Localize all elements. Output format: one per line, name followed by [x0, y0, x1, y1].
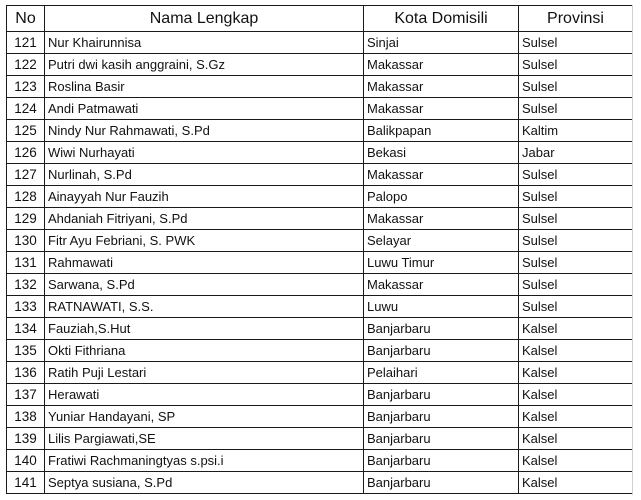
- header-provinsi[interactable]: Provinsi: [519, 6, 633, 32]
- cell-kota-domisili[interactable]: Makassar: [364, 54, 519, 76]
- cell-kota-domisili[interactable]: Luwu Timur: [364, 252, 519, 274]
- cell-no[interactable]: 121: [7, 32, 45, 54]
- table-header: [7, 6, 633, 32]
- cell-nama-lengkap[interactable]: Ainayyah Nur Fauzih: [45, 186, 364, 208]
- cell-no[interactable]: 124: [7, 98, 45, 120]
- table-row: [7, 32, 633, 54]
- participant-table: [6, 5, 633, 494]
- cell-kota-domisili[interactable]: Palopo: [364, 186, 519, 208]
- cell-provinsi[interactable]: Kalsel: [519, 428, 633, 450]
- table-row: [7, 98, 633, 120]
- cell-kota-domisili[interactable]: Banjarbaru: [364, 450, 519, 472]
- cell-provinsi[interactable]: Sulsel: [519, 252, 633, 274]
- cell-provinsi[interactable]: Sulsel: [519, 296, 633, 318]
- table-row: [7, 362, 633, 384]
- cell-provinsi[interactable]: Jabar: [519, 142, 633, 164]
- table-row: [7, 120, 633, 142]
- header-no[interactable]: No: [7, 6, 45, 32]
- cell-no[interactable]: 141: [7, 472, 45, 494]
- table-row: [7, 296, 633, 318]
- cell-no[interactable]: 123: [7, 76, 45, 98]
- cell-nama-lengkap[interactable]: Ratih Puji Lestari: [45, 362, 364, 384]
- cell-no[interactable]: 136: [7, 362, 45, 384]
- cell-provinsi[interactable]: Sulsel: [519, 76, 633, 98]
- table-row: [7, 450, 633, 472]
- table-row: [7, 274, 633, 296]
- cell-kota-domisili[interactable]: Makassar: [364, 164, 519, 186]
- cell-no[interactable]: 137: [7, 384, 45, 406]
- cell-provinsi[interactable]: Kaltim: [519, 120, 633, 142]
- cell-provinsi[interactable]: Sulsel: [519, 208, 633, 230]
- header-row: [7, 6, 633, 32]
- cell-no[interactable]: 133: [7, 296, 45, 318]
- table-row: [7, 76, 633, 98]
- cell-nama-lengkap[interactable]: Lilis Pargiawati,SE: [45, 428, 364, 450]
- cell-provinsi[interactable]: Sulsel: [519, 230, 633, 252]
- cell-nama-lengkap[interactable]: Roslina Basir: [45, 76, 364, 98]
- cell-no[interactable]: 125: [7, 120, 45, 142]
- cell-kota-domisili[interactable]: Makassar: [364, 274, 519, 296]
- cell-nama-lengkap[interactable]: Rahmawati: [45, 252, 364, 274]
- cell-nama-lengkap[interactable]: Fauziah,S.Hut: [45, 318, 364, 340]
- cell-provinsi[interactable]: Kalsel: [519, 450, 633, 472]
- cell-nama-lengkap[interactable]: Fitr Ayu Febriani, S. PWK: [45, 230, 364, 252]
- cell-no[interactable]: 122: [7, 54, 45, 76]
- cell-provinsi[interactable]: Kalsel: [519, 384, 633, 406]
- cell-no[interactable]: 138: [7, 406, 45, 428]
- cell-nama-lengkap[interactable]: Nur Khairunnisa: [45, 32, 364, 54]
- cell-no[interactable]: 130: [7, 230, 45, 252]
- table-row: [7, 384, 633, 406]
- table-row: [7, 406, 633, 428]
- cell-provinsi[interactable]: Sulsel: [519, 54, 633, 76]
- table-row: [7, 252, 633, 274]
- cell-nama-lengkap[interactable]: Nindy Nur Rahmawati, S.Pd: [45, 120, 364, 142]
- cell-kota-domisili[interactable]: Banjarbaru: [364, 472, 519, 494]
- cell-nama-lengkap[interactable]: Wiwi Nurhayati: [45, 142, 364, 164]
- cell-provinsi[interactable]: Sulsel: [519, 32, 633, 54]
- cell-provinsi[interactable]: Sulsel: [519, 98, 633, 120]
- cell-provinsi[interactable]: Kalsel: [519, 406, 633, 428]
- cell-no[interactable]: 126: [7, 142, 45, 164]
- table-row: [7, 54, 633, 76]
- cell-no[interactable]: 135: [7, 340, 45, 362]
- cell-kota-domisili[interactable]: Makassar: [364, 208, 519, 230]
- cell-provinsi[interactable]: Sulsel: [519, 186, 633, 208]
- table-row: [7, 428, 633, 450]
- cell-nama-lengkap[interactable]: Andi Patmawati: [45, 98, 364, 120]
- table-row: [7, 186, 633, 208]
- cell-kota-domisili[interactable]: Banjarbaru: [364, 406, 519, 428]
- cell-kota-domisili[interactable]: Banjarbaru: [364, 384, 519, 406]
- cell-kota-domisili[interactable]: Banjarbaru: [364, 318, 519, 340]
- table-row: [7, 318, 633, 340]
- header-nama-lengkap[interactable]: Nama Lengkap: [45, 6, 364, 32]
- table-row: [7, 164, 633, 186]
- table-row: [7, 142, 633, 164]
- cell-no[interactable]: 132: [7, 274, 45, 296]
- cell-kota-domisili[interactable]: Selayar: [364, 230, 519, 252]
- header-kota-domisili[interactable]: Kota Domisili: [364, 6, 519, 32]
- cell-no[interactable]: 140: [7, 450, 45, 472]
- sheet-right-edge: [632, 5, 641, 495]
- table-body: [7, 32, 633, 494]
- cell-nama-lengkap[interactable]: Fratiwi Rachmaningtyas s.psi.i: [45, 450, 364, 472]
- cell-kota-domisili[interactable]: Makassar: [364, 98, 519, 120]
- cell-nama-lengkap[interactable]: Okti Fithriana: [45, 340, 364, 362]
- cell-nama-lengkap[interactable]: Sarwana, S.Pd: [45, 274, 364, 296]
- cell-nama-lengkap[interactable]: Nurlinah, S.Pd: [45, 164, 364, 186]
- cell-nama-lengkap[interactable]: RATNAWATI, S.S.: [45, 296, 364, 318]
- cell-no[interactable]: 127: [7, 164, 45, 186]
- cell-provinsi[interactable]: Kalsel: [519, 472, 633, 494]
- cell-provinsi[interactable]: Kalsel: [519, 318, 633, 340]
- cell-kota-domisili[interactable]: Sinjai: [364, 32, 519, 54]
- cell-no[interactable]: 134: [7, 318, 45, 340]
- table-row: [7, 340, 633, 362]
- cell-nama-lengkap[interactable]: Ahdaniah Fitriyani, S.Pd: [45, 208, 364, 230]
- cell-kota-domisili[interactable]: Balikpapan: [364, 120, 519, 142]
- cell-kota-domisili[interactable]: Bekasi: [364, 142, 519, 164]
- table-row: [7, 230, 633, 252]
- cell-nama-lengkap[interactable]: Yuniar Handayani, SP: [45, 406, 364, 428]
- cell-kota-domisili[interactable]: Makassar: [364, 76, 519, 98]
- table-row: [7, 472, 633, 494]
- cell-nama-lengkap[interactable]: Putri dwi kasih anggraini, S.Gz: [45, 54, 364, 76]
- cell-no[interactable]: 131: [7, 252, 45, 274]
- cell-kota-domisili[interactable]: Banjarbaru: [364, 340, 519, 362]
- cell-no[interactable]: 129: [7, 208, 45, 230]
- table-row: [7, 208, 633, 230]
- cell-nama-lengkap[interactable]: Herawati: [45, 384, 364, 406]
- cell-provinsi[interactable]: Kalsel: [519, 340, 633, 362]
- cell-no[interactable]: 128: [7, 186, 45, 208]
- cell-provinsi[interactable]: Kalsel: [519, 362, 633, 384]
- cell-provinsi[interactable]: Sulsel: [519, 164, 633, 186]
- cell-no[interactable]: 139: [7, 428, 45, 450]
- cell-kota-domisili[interactable]: Pelaihari: [364, 362, 519, 384]
- cell-kota-domisili[interactable]: Luwu: [364, 296, 519, 318]
- cell-nama-lengkap[interactable]: Septya susiana, S.Pd: [45, 472, 364, 494]
- cell-provinsi[interactable]: Sulsel: [519, 274, 633, 296]
- cell-kota-domisili[interactable]: Banjarbaru: [364, 428, 519, 450]
